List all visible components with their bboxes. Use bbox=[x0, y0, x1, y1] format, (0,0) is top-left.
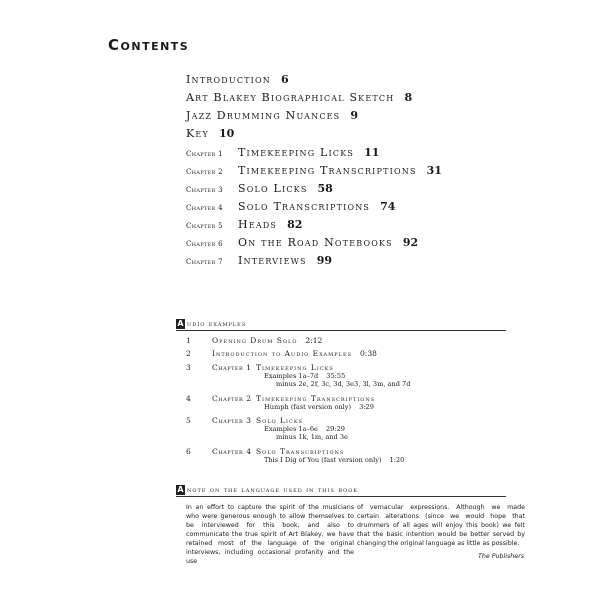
toc-entry-page: 10 bbox=[218, 127, 235, 140]
track-detail bbox=[264, 456, 404, 464]
track-detail-text: Humph (fast version only) bbox=[264, 403, 352, 411]
chapter-label: Chapter 1 bbox=[186, 150, 223, 158]
chapter-label: Chapter 4 bbox=[186, 204, 223, 212]
chapter-title: Timekeeping Licks bbox=[238, 146, 355, 159]
toc-entry-label: Introduction bbox=[186, 73, 271, 86]
toc-chapter-entry bbox=[186, 164, 442, 179]
track-number: 6 bbox=[186, 447, 191, 456]
note-signature: The Publishers bbox=[477, 553, 524, 560]
chapter-page: 58 bbox=[317, 182, 333, 195]
audio-track bbox=[186, 394, 375, 403]
track-chapter: Chapter 4 bbox=[212, 447, 252, 456]
track-detail-text: Examples 1a–7d bbox=[264, 372, 319, 380]
audio-track bbox=[186, 416, 303, 425]
note-text-right: of vernacular expressions. Although we made certain alterations (since we would hope that drummers of all ages will enjoy this book) we felt that the basic intention would be better served by changing the original language as little as possible. bbox=[357, 504, 525, 547]
toc-entry-page: 8 bbox=[404, 91, 413, 104]
track-time: 0:38 bbox=[360, 349, 377, 358]
toc-entry-label: Jazz Drumming Nuances bbox=[186, 109, 341, 122]
track-number: 5 bbox=[186, 416, 191, 425]
chapter-page: 11 bbox=[364, 146, 380, 159]
track-detail bbox=[276, 433, 348, 441]
chapter-page: 92 bbox=[402, 236, 419, 249]
toc-chapter-entry bbox=[186, 254, 332, 269]
track-detail-text: minus 2e, 2f, 3c, 3d, 3e3, 3l, 3m, and 7d bbox=[276, 380, 411, 388]
track-time: 2:12 bbox=[305, 336, 323, 345]
toc-entry-page: 9 bbox=[350, 109, 359, 122]
audio-track bbox=[186, 336, 322, 345]
track-number: 3 bbox=[186, 363, 191, 372]
language-note-heading bbox=[176, 485, 506, 497]
toc-entry bbox=[186, 91, 412, 105]
toc-chapter-entry bbox=[186, 182, 333, 197]
track-detail bbox=[264, 372, 345, 380]
toc-entry-label: Art Blakey Biographical Sketch bbox=[186, 91, 395, 104]
toc-chapter-entry bbox=[186, 218, 302, 233]
page-title: Contents bbox=[108, 36, 190, 54]
chapter-title: Interviews bbox=[238, 254, 307, 267]
chapter-label: Chapter 5 bbox=[186, 222, 223, 230]
track-title: Solo Transcriptions bbox=[256, 447, 345, 456]
chapter-label: Chapter 2 bbox=[186, 168, 223, 176]
audio-track bbox=[186, 349, 377, 358]
track-detail-text: This I Dig of You (fast version only) bbox=[264, 456, 382, 464]
chapter-title: On the Road Notebooks bbox=[238, 236, 393, 249]
track-title: Solo Licks bbox=[256, 416, 303, 425]
chapter-label: Chapter 3 bbox=[186, 186, 223, 194]
track-time: 35:55 bbox=[326, 372, 346, 380]
track-detail bbox=[276, 380, 410, 388]
audio-examples-heading bbox=[176, 319, 506, 331]
chapter-title: Solo Transcriptions bbox=[238, 200, 371, 213]
toc-entry-page: 6 bbox=[281, 73, 289, 86]
track-detail bbox=[264, 425, 345, 433]
heading-text: udio examples bbox=[187, 319, 247, 328]
track-number: 1 bbox=[186, 336, 191, 345]
toc-entry bbox=[186, 127, 234, 141]
track-detail bbox=[264, 403, 374, 411]
note-text-left: In an effort to capture the spirit of the musicians who were generous enough to allow themselves to be interviewed for this book, and also to communicate the true spirit of Art Blakey, we have retained most of the language of the original interviews, including occasional profanity and the use bbox=[186, 504, 354, 565]
audio-track bbox=[186, 447, 344, 456]
chapter-label: Chapter 6 bbox=[186, 240, 223, 248]
chapter-label: Chapter 7 bbox=[186, 258, 223, 266]
audio-track bbox=[186, 363, 334, 372]
chapter-title: Timekeeping Transcriptions bbox=[238, 164, 417, 177]
chapter-title: Heads bbox=[238, 218, 278, 231]
toc-chapter-entry bbox=[186, 236, 418, 251]
toc-chapter-entry bbox=[186, 200, 395, 215]
track-title: Introduction to Audio Examples bbox=[212, 349, 353, 358]
chapter-page: 99 bbox=[316, 254, 333, 267]
track-time: 3:29 bbox=[359, 403, 374, 411]
toc-entry bbox=[186, 109, 358, 123]
track-number: 4 bbox=[186, 394, 191, 403]
track-title: Timekeeping Transcriptions bbox=[256, 394, 376, 403]
track-title: Opening Drum Solo bbox=[212, 336, 298, 345]
toc-chapter-entry bbox=[186, 146, 379, 161]
chapter-title: Solo Licks bbox=[238, 182, 308, 195]
track-time: 1:20 bbox=[389, 456, 405, 464]
chapter-page: 82 bbox=[287, 218, 303, 231]
track-detail-text: Examples 1a–6e bbox=[264, 425, 318, 433]
heading-initial: A bbox=[177, 485, 184, 494]
heading-text: note on the language used in this book bbox=[187, 485, 359, 494]
track-chapter: Chapter 3 bbox=[212, 416, 252, 425]
toc-entry-label: Key bbox=[186, 127, 209, 140]
track-detail-text: minus 1k, 1m, and 3e bbox=[276, 433, 348, 441]
heading-initial: A bbox=[177, 319, 184, 328]
track-number: 2 bbox=[186, 349, 191, 358]
track-chapter: Chapter 2 bbox=[212, 394, 252, 403]
track-chapter: Chapter 1 bbox=[212, 363, 252, 372]
chapter-page: 74 bbox=[380, 200, 396, 213]
track-time: 29:29 bbox=[325, 425, 345, 433]
track-title: Timekeeping Licks bbox=[256, 363, 334, 372]
chapter-page: 31 bbox=[426, 164, 442, 177]
toc-entry bbox=[186, 73, 289, 87]
